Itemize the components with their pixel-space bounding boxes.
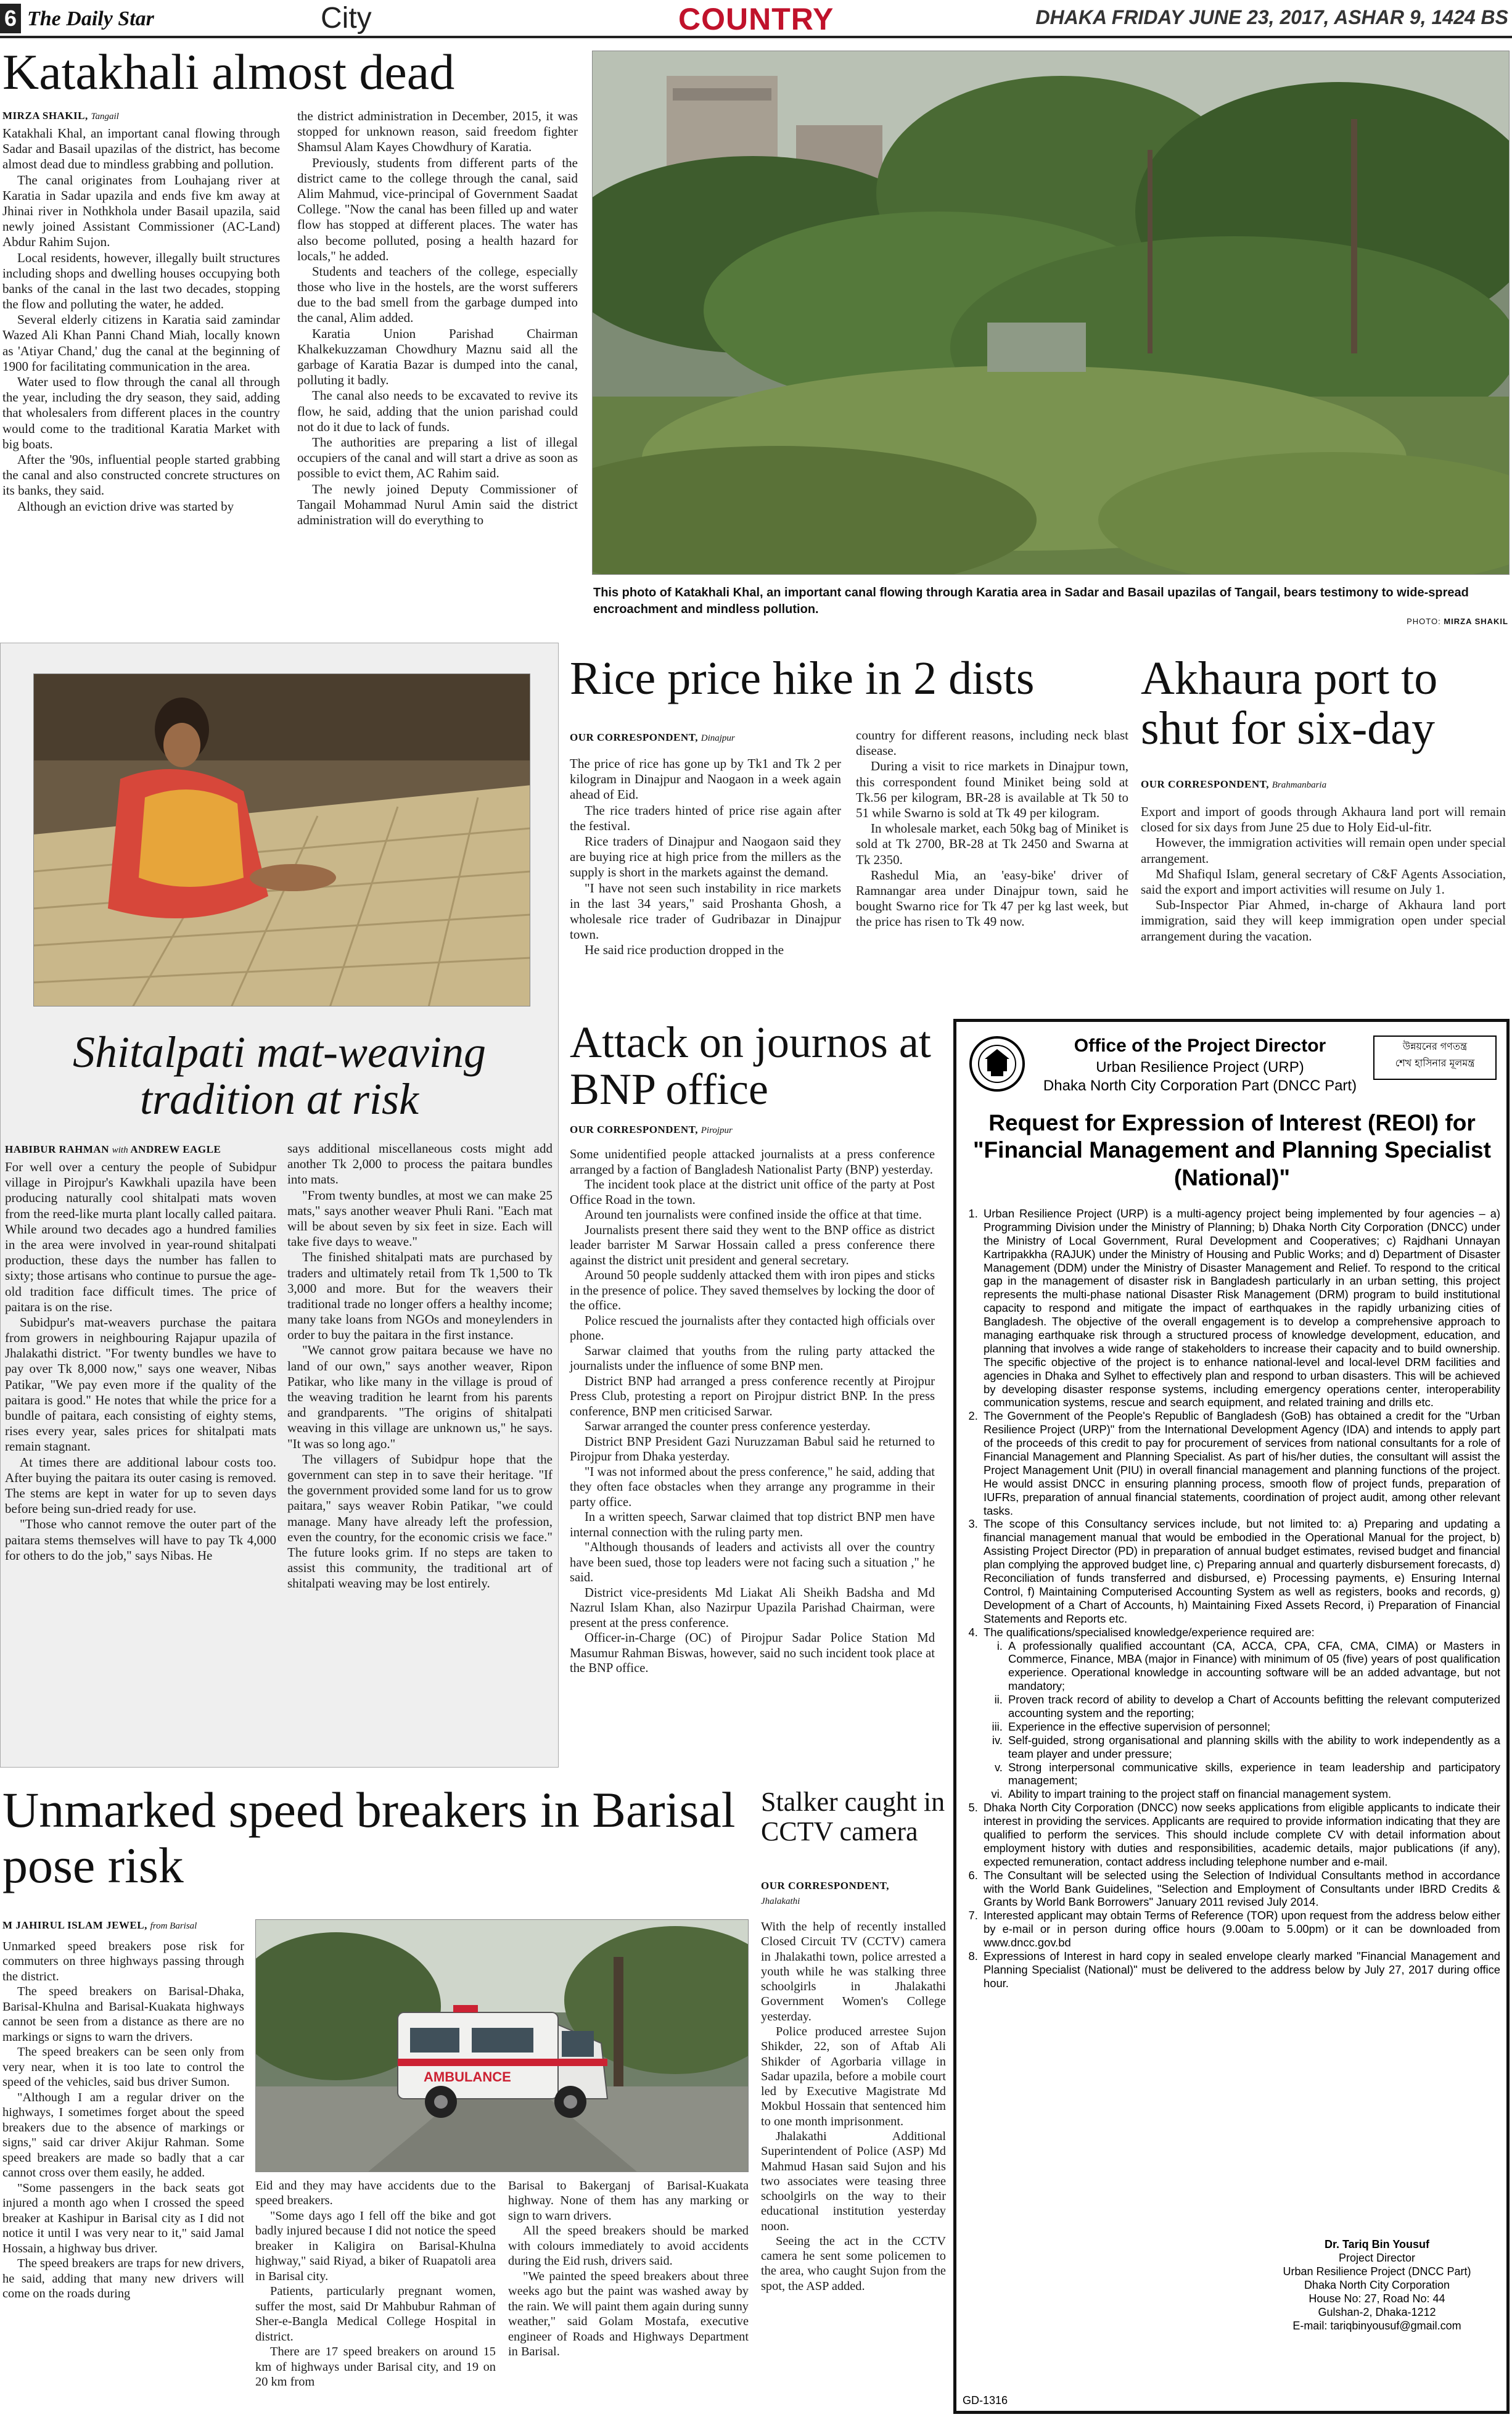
ad-list-item: 2. The Government of the People's Republic of Bangladesh (GoB) has obtained a credit for the "Urban Resilience Project (URP)" from the International Development Agency (IDA) and intends to apply part of the proceeds of this credit to pay for procurement of services from national consultants for a role of Financial Management and Planning Specialist. As part of his/her duties, the consultant will assist the Project Management Unit (PIU) in overall financial management and planning functions of the project. He would assist DNCC in ensuring planning process, smooth flow of project funds, preparation of IUFRs, preparation of annual financial statements, coordination of project audit, among other relevant tasks. [981, 1409, 1500, 1517]
rice-col-1 [570, 756, 841, 997]
shitalpati-col-2 [287, 1141, 553, 1764]
ambulance-label: AMBULANCE [424, 2069, 511, 2085]
paragraph: Karatia Union Parishad Chairman Khalkekuzzaman Chowdhury Maznu said all the garbage of Karatia Bazar is dumped into the canal, polluting it badly. [297, 326, 578, 388]
paragraph: District BNP had arranged a press conference recently at Pirojpur Press Club, protesting a report on Pirojpur district BNP. In the press conference, BNP men criticised Sarwar. [570, 1374, 935, 1418]
paragraph: Around ten journalists were confined inside the office at that time. [585, 1208, 922, 1222]
paragraph: In a written speech, Sarwar claimed that top district BNP men have internal connection with the ruling party men. [570, 1510, 935, 1539]
masthead [0, 0, 1512, 38]
paragraph: "Although I am a regular driver on the highways, I sometimes forget about the speed breakers due to the absence of markings or signs," said car driver Akijur Rahman. Some speed breakers are made so badly that a car cannot cross over them easily, he added. [2, 2090, 244, 2180]
reoi-advertisement [953, 1019, 1510, 2414]
paragraph: He said rice production dropped in the [585, 942, 784, 958]
paragraph: "Some days ago I fell off the bike and got badly injured because I did not notice the speed breaker in Kaligira on Barisal-Khulna highway," said Riyad, a biker of Ruapatoli area in Barisal city. [255, 2209, 496, 2283]
paragraph: For well over a century the people of Subidpur village in Pirojpur's Kawkhali upazila have been producing naturally cool shitalpati mats woven from the reed-like murta plant locally called paitara. While around two decades ago a hundred families in the area were involved in year-round shitalpati production, these days the number has fallen to sixty; those artisans who continue to pursue the age-old tradition face difficult times. The price of paitara is on the rise. [5, 1159, 276, 1314]
paragraph: The rice traders hinted of price rise again after the festival. [570, 802, 841, 833]
ambulance-photo [255, 1919, 749, 2172]
stalker-byline: OUR CORRESPONDENT, Jhalakathi [761, 1880, 889, 1906]
signature-line: Project Director [1338, 2251, 1416, 2264]
paragraph: Several elderly citizens in Karatia said zamindar Wazed Ali Khan Panni Chand Miah, locally known as 'Atiyar Chand,' dug the canal at the beginning of 1900 for facilitating communication in the area. [2, 312, 280, 374]
paragraph: "Some passengers in the back seats got injured a month ago when I crossed the speed breaker at Kashipur in Barisal city as I did not notice it until I was very near to it," said Jamal Hossain, a highway bus driver. [2, 2181, 244, 2255]
ad-code: GD-1316 [963, 2394, 1008, 2407]
canal-photo-illustration [593, 51, 1510, 575]
paragraph: Around 50 people suddenly attacked them with iron pipes and sticks in the presence of police. They saved themselves by locking the door of the office. [570, 1269, 935, 1312]
paragraph: The newly joined Deputy Commissioner of Tangail Mohammad Nurul Amin said the district administration will do everything to [297, 481, 578, 527]
paragraph: Eid and they may have accidents due to the speed breakers. [255, 2179, 496, 2208]
katakhali-caption: This photo of Katakhali Khal, an important canal flowing through Karatia area in Sadar and Basail upazilas of Tangail, bears testimony to wide-spread encroachment and mindless pollution. [593, 586, 1469, 616]
ad-list-item: 6. The Consultant will be selected using the Selection of Individual Consultants method in accordance with the World Bank Guidelines, "Selection and Employment of Consultants under IBRD Credits & Grants by World Bank Borrowers" January 2011 revised July 2014. [981, 1869, 1500, 1909]
paragraph: "We painted the speed breakers about three weeks ago but the paint was washed away by the rain. We will paint them again during sunny weather," said Golam Mostafa, executive engineer of Roads and Highways Department in Barisal. [508, 2269, 749, 2359]
rice-byline: OUR CORRESPONDENT, Dinajpur [570, 731, 735, 743]
paragraph: The canal also needs to be excavated to revive its flow, he said, adding that the union parishad could not do it due to lack of funds. [297, 388, 578, 434]
paragraph: District BNP President Gazi Nuruzzaman Babul said he returned to Pirojpur from Dhaka yesterday. [570, 1435, 935, 1464]
dncc-seal-icon [969, 1036, 1025, 1092]
ad-signature-block: Dr. Tariq Bin Yousuf Project Director Urban Resilience Project (DNCC Part) Dhaka North City Corporation House No: 27, Road No: 44 Gulshan-2, Dhaka-1212 E-mail: tariqbinyousuf@gmail.com [1266, 2238, 1488, 2333]
ad-list-item: 5. Dhaka North City Corporation (DNCC) now seeks applications from eligible applicants to indicate their interest in providing the services. Applicants are required to provide information indicating that they are qualified to perform the services. This should include complete CV with detail information about employment history with duties and responsibilities, academic details, major publications (if any), expected remuneration, contact address including telephone number and e-mail. [981, 1801, 1500, 1868]
katakhali-col-2 [297, 109, 578, 620]
paragraph: Katakhali Khal, an important canal flowing through Sadar and Basail upazilas of the district, has become almost dead due to mindless grabbing and pollution. [2, 126, 280, 172]
paragraph: Md Shafiqul Islam, general secretary of C&F Agents Association, said the export and import activities will resume on July 1. [1141, 866, 1506, 897]
speed-col-3 [508, 2178, 749, 2415]
qualification-item: i. A professionally qualified accountant (CA, ACCA, CPA, CFA, CMA, CIMA) or Masters in Commerce, Finance, MBA (major in Finance) with minimum of 05 (five) years of post qualification experience. Operational knowledge in accounting software will be an added advantage, but not mandatory; [1006, 1639, 1500, 1694]
issue-date: DHAKA FRIDAY JUNE 23, 2017, ASHAR 9, 1424 BS [1035, 6, 1508, 28]
paragraph: Patients, particularly pregnant women, suffer the most, said Dr Mahbubur Rahman of Sher-e-Bangla Medical College Hospital in district. [255, 2284, 496, 2344]
ad-body [963, 1207, 1500, 1990]
paragraph: Export and import of goods through Akhaura land port will remain closed for six days from June 25 due to Holy Eid-ul-fitr. [1141, 804, 1506, 835]
paragraph: Jhalakathi Additional Superintendent of Police (ASP) Md Mahmud Hasan said Sujon and his two associates were teasing three schoolgirls on the way to their educational institution yesterday noon. [761, 2129, 946, 2233]
signature-line: Gulshan-2, Dhaka-1212 [1318, 2305, 1436, 2318]
paragraph: Students and teachers of the college, especially those who live in the hostels, are the worst sufferers due to the bad smell from the garbage dumped into the canal, Alim added. [297, 263, 578, 326]
paragraph: In wholesale market, each 50kg bag of Miniket is sold at Tk 2700, BR-28 at Tk 2450 and Swarna at Tk 2350. [856, 821, 1128, 867]
shitalpati-col-1 [5, 1159, 276, 1764]
paragraph: However, the immigration activities will remain open under special arrangement. [1141, 835, 1506, 866]
paragraph: Previously, students from different parts of the district came to the college through the canal, said Alim Mahmud, vice-principal of Government Saadat College. "Now the canal has been filled up and water flow has stopped at different places. The water has also become polluted, posing a health hazard for locals," he added. [297, 155, 578, 263]
shitalpati-headline: Shitalpati mat-weaving tradition at risk [73, 1027, 486, 1124]
paragraph: Police rescued the journalists after they contacted high officials over phone. [570, 1314, 935, 1343]
qualification-item: vi. Ability to impart training to the project staff on financial management system. [1006, 1787, 1500, 1801]
signature-line: House No: 27, Road No: 44 [1309, 2292, 1445, 2305]
signature-line[interactable]: E-mail: tariqbinyousuf@gmail.com [1292, 2319, 1461, 2332]
paragraph: Unmarked speed breakers pose risk for commuters on three highways passing through the district. [2, 1940, 244, 1983]
paragraph: "From twenty bundles, at most we can make 25 mats," says another weaver Phuli Rani. "Each mat will be about seven by six feet in size. Each will take five days to weave." [287, 1187, 553, 1250]
paragraph: The incident took place at the district unit office of the party at Post Office Road in the town. [570, 1178, 935, 1207]
speed-byline: M JAHIRUL ISLAM JEWEL, from Barisal [2, 1919, 197, 1931]
ad-list-item: 4. The qualifications/specialised knowledge/experience required are: i. A professionally qualified accountant (CA, ACCA, CPA, CFA, CMA, CIMA) or Masters in Commerce, Finance, MBA (major in Finance) with minimum of 05 (five) years of post qualification experience. Operational knowledge in accounting software will be an added advantage, but not mandatory; ii. Proven track record of ability to develop a Chart of Accounts befitting the relevant computerized accounting system and the reporting; iii. Experience in the effective supervision of personnel; iv. Self-guided, strong organisational and planning skills with the ability to work independently as a team player and under pressure; v. Strong interpersonal communicative skills, experience in team leadership and participatory management; vi. Ability to impart training to the project staff on financial management system. [981, 1626, 1500, 1801]
paragraph: "We cannot grow paitara because we have no land of our own," says another weaver, Ripon Patikar, who like many in the village is proud of the weaving tradition he learnt from his parents and grandparents. "The origins of shitalpati weaving in this village are unknown us," he says. "It was so long ago." [287, 1343, 553, 1451]
ad-list-item: 1. Urban Resilience Project (URP) is a multi-agency project being implemented by four agencies – a) Programming Division under the Ministry of Planning; b) Dhaka North City Corporation (DNCC) under the Ministry of Local Government, Rural Development and Cooperatives; c) Rajdhani Unnayan Kartripakkha (RAJUK) under the Ministry of Housing and Public Works; and d) Department of Disaster Management (DDM) under the Ministry of Disaster Management and Relief. To respond to the critical gap in the management of disaster risk in Bangladesh particularly in an urban setting, this project represents the multi-phase national Disaster Risk Management (DRM) program to build institutional capacity to respond and mitigate the impact of earthquakes in the rapidly urbanizing cities of Bangladesh. The objective of the overall engagement is to develop a comprehensive approach to managing earthquake risk through a structured process of knowledge development, education, and planning that involves a wide range of stakeholders to increase their capacity and to build ownership. The specific objective of the project is to enhance national-level and local-level DRM facilities and agencies in Dhaka and Sylhet to effectively plan and respond to urban disasters. This will be achieved by developing disaster response systems, including emergency operations center, interoperability communication systems, rescue and search equipment, and related training and drills etc. [981, 1207, 1500, 1409]
shitalpati-byline: HABIBUR RAHMAN with ANDREW EAGLE [5, 1143, 221, 1155]
katakhali-col-1 [2, 126, 280, 619]
paragraph: The canal originates from Louhajang river at Karatia in Sadar upazila and ends five km away at Jhinai river in Nothkhola under Basail upazila, said newly joined Assistant Commissioner (AC-Land) Abdur Rahim Sujon. [2, 172, 280, 250]
journos-headline: Attack on journos at BNP office [570, 1018, 931, 1114]
paragraph: With the help of recently installed Closed Circuit TV (CCTV) camera in Jhalakathi town, police arrested a youth while he was stalking three schoolgirls in Jhalakathi Government Women's College yesterday. [761, 1920, 946, 2024]
dncc-emblem [969, 1036, 1025, 1092]
paragraph: Although an eviction drive was started by [17, 498, 234, 514]
paragraph: All the speed breakers should be marked with colours immediately to avoid accidents during the Eid rush, drivers said. [508, 2224, 749, 2268]
signature-line: Urban Resilience Project (DNCC Part) [1283, 2265, 1471, 2278]
ad-numbered-list [981, 1207, 1500, 1990]
paragraph: Sarwar claimed that youths from the ruling party attacked the journalists under the influence of some BNP men. [570, 1344, 935, 1373]
paragraph: After the '90s, influential people started grabbing the canal and also constructed concrete structures on its banks, they said. [2, 451, 280, 498]
paragraph: Journalists present there said they went to the BNP office as district leader barrister M Sarwar Hossain called a press conference there against the district unit president and general secretary. [570, 1223, 935, 1267]
paragraph: "I have not seen such instability in rice markets in the last 34 years," said Proshanta Ghosh, a wholesale rice trader of Gudribazar in Dinajpur town. [570, 880, 841, 942]
paragraph: District vice-presidents Md Liakat Ali Sheikh Badsha and Md Nazrul Islam Khan, also Nazirpur Upazila Parishad Chairman, were present at the press conference. [570, 1586, 935, 1630]
katakhali-photo [592, 51, 1510, 575]
paragraph: At times there are additional labour costs too. After buying the paitara its outer casing is removed. The stems are kept in water for up to seven days before being sun-dried ready for use. [5, 1454, 276, 1517]
paragraph: The speed breakers on Barisal-Dhaka, Barisal-Khulna and Barisal-Kuakata highways cannot be seen from a distance as there are no markings or signs to warn the drivers. [2, 1985, 244, 2044]
paragraph: country for different reasons, including neck blast disease. [856, 728, 1128, 759]
speed-col-2 [255, 2178, 496, 2415]
qualification-item: v. Strong interpersonal communicative skills, experience in team leadership and participatory management; [1006, 1761, 1500, 1788]
journos-body [570, 1147, 935, 1764]
paragraph: Barisal to Bakerganj of Barisal-Kuakata highway. None of them has any marking or sign to warn drivers. [508, 2179, 749, 2223]
stalker-headline: Stalker caught in CCTV camera [761, 1787, 945, 1847]
paragraph: the district administration in December, 2015, it was stopped for unknown reason, said freedom fighter Shamsul Alam Kayes Chowdhury of Karatia. [297, 109, 578, 155]
paragraph: The speed breakers are traps for new drivers, he said, adding that many new drivers will come on the roads during [2, 2257, 244, 2301]
katakhali-headline: Katakhali almost dead [2, 44, 455, 100]
ad-list-item: 7. Interested applicant may obtain Terms of Reference (TOR) upon request from the address below either by e-mail or in person during office hours (9.00am to 5.00pm) or it can be downloaded from www.dncc.gov.bd [981, 1909, 1500, 1950]
paragraph: There are 17 speed breakers on around 15 km of highways under Barisal city, and 19 on 20 km from [255, 2345, 496, 2389]
paragraph: Water used to flow through the canal all through the year, including the dry season, they said, adding that wholesalers from different places in the country would come to the traditional Karatia Market with big boats. [2, 374, 280, 451]
slogan-box: উন্নয়নের গণতন্ত্র শেখ হাসিনার মূলমন্ত্র [1373, 1036, 1497, 1080]
weaver-photo-illustration [34, 674, 530, 1007]
paragraph: Officer-in-Charge (OC) of Pirojpur Sadar Police Station Md Masumur Rahman Biswas, however, said no such incident took place at the BNP office. [570, 1631, 935, 1675]
paragraph: Sub-Inspector Piar Ahmed, in-charge of Akhaura land port immigration, said they will keep immigration open under special arrangement during the vacation. [1141, 897, 1506, 944]
paragraph: Local residents, however, illegally built structures including shops and dwelling houses occupying both banks of the canal in the last two decades, stopping the flow and polluting the water, he added. [2, 250, 280, 312]
page-number: 6 [0, 4, 21, 33]
ambulance-photo-illustration [256, 1920, 749, 2172]
stalker-body [761, 1919, 946, 2413]
photo-credit: PHOTO: MIRZA SHAKIL [1407, 617, 1508, 626]
katakhali-byline: MIRZA SHAKIL, Tangail [2, 110, 119, 121]
qualification-item: iv. Self-guided, strong organisational and planning skills with the ability to work independently as a team player and under pressure; [1006, 1734, 1500, 1761]
paragraph: Subidpur's mat-weavers purchase the paitara from growers in neighbouring Rajapur upazila of Jhalakathi district. "For twenty bundles we have to pay over Tk 8,000 now," says one weaver, Nibas Patikar, "We pay even more if the quality of the paitara is good." He notes that while the price for a bundle of paitara, each consisting of eighty stems, rises every year, sales prices for shitalpati mats remain stagnant. [5, 1314, 276, 1454]
paragraph: Police produced arrestee Sujon Shikder, 22, son of Aftab Ali Shikder of Agorbaria village in Sadar upazila, before a mobile court led by Executive Magistrate Md Mokbul Hossain that sentenced him to one month imprisonment. [761, 2024, 946, 2128]
paragraph: "Those who cannot remove the outer part of the paitara stems themselves will have to pay Tk 4,000 for others to do the job," says Nibas. He [5, 1517, 276, 1563]
newspaper-logo: The Daily Star [27, 7, 154, 30]
signature-line: Dhaka North City Corporation [1304, 2278, 1450, 2291]
section-label: City [321, 2, 372, 35]
paragraph: Some unidentified people attacked journalists at a press conference arranged by a faction of Bangladesh Nationalist Party (BNP) yesterday. [570, 1148, 935, 1177]
paragraph: The price of rice has gone up by Tk1 and Tk 2 per kilogram in Dinajpur and Naogaon in a week again ahead of Eid. [570, 756, 841, 802]
ad-list-item: 8. Expressions of Interest in hard copy in sealed envelope clearly marked "Financial Management and Planning Specialist (National)" must be delivered to the address below by July 27, 2017 during office hour. [981, 1950, 1500, 1990]
ad-list-item: 3. The scope of this Consultancy services include, but not limited to: a) Preparing and updating a financial management manual that would be embodied in the Operational Manual for the project, b) Assisting Project Director (PD) in preparation of annual budget estimates, revised budget and financial plan complying the approved budget line, c) Preparing annual and quarterly disbursement forecasts, d) Reconciliation of funds transferred and disbursed, e) Processing payments, e) Ensuring Internal Control, f) Maintaining Computerised Accounting System as well as registers, books and records, g) Development of a Chart of Accounts, h) Maintaining Fixed Assets Record, i) Preparation of Financial Statements and Reports etc. [981, 1517, 1500, 1625]
paragraph: During a visit to rice markets in Dinajpur town, this correspondent found Miniket being sold at Tk.56 per kilogram, BR-28 is available at Tk 50 to 51 while Swarno is sold at Tk 49 per kilogram. [856, 759, 1128, 820]
paragraph: Rice traders of Dinajpur and Naogaon said they are buying rice at high price from the millers as the supply is short in the markets against the demand. [570, 833, 841, 880]
rice-col-2 [856, 728, 1128, 997]
akhaura-byline: OUR CORRESPONDENT, Brahmanbaria [1141, 778, 1327, 790]
qualification-item: iii. Experience in the effective supervision of personnel; [1006, 1720, 1500, 1734]
paragraph: Sarwar arranged the counter press conference yesterday. [585, 1420, 871, 1433]
category-label: COUNTRY [678, 2, 834, 36]
rice-headline: Rice price hike in 2 dists [570, 653, 1035, 704]
paragraph: The finished shitalpati mats are purchased by traders and ultimately retail from Tk 1,500 to Tk 3,000 and more. But for the weavers their traditional trade no longer offers a healthy income; many take loans from NGOs and moneylenders in order to buy the paitara in the first instance. [287, 1250, 553, 1343]
paragraph: "Although thousands of leaders and activists all over the country have been sued, those top leaders were not facing such a situation ," he said. [570, 1541, 935, 1584]
paragraph: says additional miscellaneous costs might add another Tk 2,000 to process the paitara bundles into mats. [287, 1141, 553, 1187]
paragraph: The authorities are preparing a list of illegal occupiers of the canal and will start a drive as soon as possible to evict them, AC Rahim said. [297, 434, 578, 481]
paragraph: Seeing the act in the CCTV camera he sent some policemen to the area, who caught Sujon from the spot, the ASP added. [761, 2234, 946, 2293]
paragraph: Rashedul Mia, an 'easy-bike' driver of Ramnangar area under Dinajpur town, said he bought Swarno rice for Tk 47 per kg last week, but the price has risen to Tk 49 now. [856, 867, 1128, 929]
speed-col-1 [2, 1939, 244, 2414]
ad-office-heading: Office of the Project Director Urban Resilience Project (URP) Dhaka North City Corporation Part (DNCC Part) [1043, 1036, 1357, 1094]
akhaura-body [1141, 804, 1506, 1002]
speed-headline: Unmarked speed breakers in Barisal pose risk [2, 1782, 736, 1894]
qualification-item: ii. Proven track record of ability to develop a Chart of Accounts befitting the relevant computerized accounting system and the reporting; [1006, 1693, 1500, 1720]
journos-byline: OUR CORRESPONDENT, Pirojpur [570, 1124, 733, 1135]
paragraph: The villagers of Subidpur hope that the government can step in to save their heritage. "If the government provided some land for us to grow paitara," says weaver Robin Patikar, "we could manage. Many have already left the profession, even the country, for the economic crisis we face." The future looks grim. If no steps are taken to assist this community, the traditional art of shitalpati weaving may be lost entirely. [287, 1451, 553, 1591]
ad-title: Request for Expression of Interest (REOI) for "Financial Management and Planning Specialist (National)" [973, 1110, 1491, 1190]
akhaura-headline: Akhaura port to shut for six-day [1141, 653, 1438, 754]
weaver-photo [33, 673, 530, 1007]
paragraph: The speed breakers can be seen only from very near, when it is too late to control the speed of the vehicles, said bus driver Sumon. [2, 2045, 244, 2090]
paragraph: "I was not informed about the press conference," he said, adding that they often face obstacles when they arrange any programme in their party office. [570, 1465, 935, 1509]
